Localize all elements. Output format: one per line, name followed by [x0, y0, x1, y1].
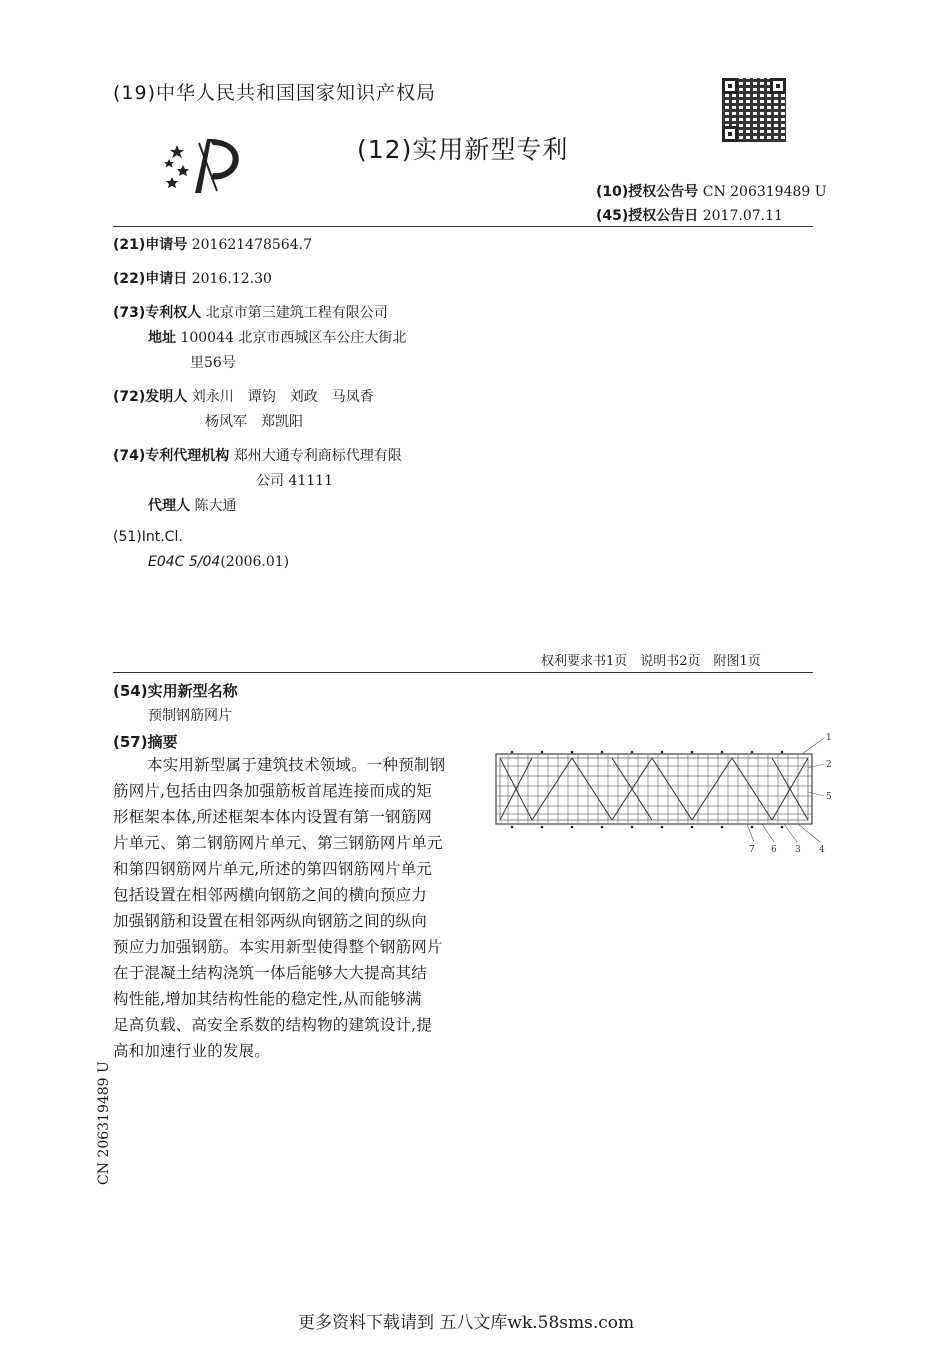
publication-number-value: CN 206319489 U	[702, 184, 827, 200]
application-number-value: 201621478564.7	[191, 237, 312, 253]
inventor-line-2: 杨风军 郑凯阳	[205, 414, 303, 430]
abstract-line: 在于混凝土结构浇筑一体后能够大大提高其结	[113, 964, 428, 982]
abstract-line: 高和加速行业的发展。	[113, 1042, 271, 1060]
abstract-line: 筋网片,包括由四条加强筋板首尾连接而成的矩	[113, 782, 433, 800]
figure-label: 7	[749, 845, 755, 855]
publication-date	[596, 205, 783, 225]
figure-label: 4	[819, 845, 825, 855]
abstract-line: 足高负载、高安全系数的结构物的建筑设计,提	[113, 1016, 433, 1034]
agency-line-2: 公司 41111	[256, 473, 333, 489]
header-divider	[113, 226, 813, 227]
address-label: 地址	[148, 330, 176, 346]
inventor-line-1: 刘永川 谭钧 刘政 马凤香	[191, 389, 374, 405]
agent-label: 代理人	[148, 498, 190, 514]
abstract-figure	[492, 730, 837, 860]
abstract-line: 形框架本体,所述框架本体内设置有第一钢筋网	[113, 808, 433, 826]
abstract-line: 和第四钢筋网片单元,所述的第四钢筋网片单元	[113, 860, 433, 878]
patent-type-title: (12)实用新型专利	[357, 135, 569, 164]
address-line-1: 100044 北京市西城区车公庄大街北	[180, 330, 407, 346]
utility-title-label: (54)实用新型名称	[113, 682, 238, 700]
figure-label: 6	[771, 845, 777, 855]
abstract-body	[113, 752, 463, 1064]
ipc-version: (2006.01)	[220, 554, 290, 570]
abstract-label: (57)摘要	[113, 733, 178, 751]
utility-title-value: 预制钢筋网片	[148, 708, 232, 724]
section-divider	[113, 672, 813, 673]
figure-label: 2	[826, 760, 832, 770]
figure-label: 5	[826, 792, 832, 802]
agent-value: 陈大通	[194, 498, 237, 514]
abstract-line: 预应力加强钢筋。本实用新型使得整个钢筋网片	[113, 938, 443, 956]
abstract-line: 加强钢筋和设置在相邻两纵向钢筋之间的纵向	[113, 912, 428, 930]
pages-info: 权利要求书1页 说明书2页 附图1页	[541, 654, 761, 669]
abstract-line: 构性能,增加其结构性能的稳定性,从而能够满	[113, 990, 422, 1008]
publication-date-value: 2017.07.11	[702, 208, 783, 224]
footer-download-link[interactable]: 更多资料下载请到 五八文库wk.58sms.com	[298, 1313, 635, 1333]
ipc-label: (51)Int.Cl.	[113, 529, 183, 545]
patentee-label: (73)专利权人	[113, 305, 202, 321]
publication-number	[596, 181, 827, 201]
figure-label: 3	[795, 845, 801, 855]
publication-date-label: (45)授权公告日	[596, 208, 699, 224]
abstract-line: 本实用新型属于建筑技术领域。一种预制钢	[147, 756, 446, 774]
application-number-label: (21)申请号	[113, 237, 188, 253]
office-name: (19)中华人民共和国国家知识产权局	[113, 82, 437, 104]
figure-label: 1	[826, 733, 832, 743]
publication-number-label: (10)授权公告号	[596, 184, 699, 200]
abstract-line: 包括设置在相邻两横向钢筋之间的横向预应力	[113, 886, 428, 904]
agency-line-1: 郑州大通专利商标代理有限	[233, 448, 402, 464]
ipc-code: E04C 5/04	[148, 554, 221, 570]
cnipa-emblem-icon	[155, 133, 245, 197]
side-patent-number: CN 206319489 U	[96, 1061, 112, 1185]
application-date-value: 2016.12.30	[191, 271, 272, 287]
patentee-value: 北京市第三建筑工程有限公司	[205, 305, 388, 321]
abstract-line: 片单元、第二钢筋网片单元、第三钢筋网片单元	[113, 834, 443, 852]
address-line-2: 里56号	[190, 355, 236, 371]
qr-code-icon	[722, 78, 786, 142]
application-date-label: (22)申请日	[113, 271, 188, 287]
agency-label: (74)专利代理机构	[113, 448, 230, 464]
inventor-label: (72)发明人	[113, 389, 188, 405]
